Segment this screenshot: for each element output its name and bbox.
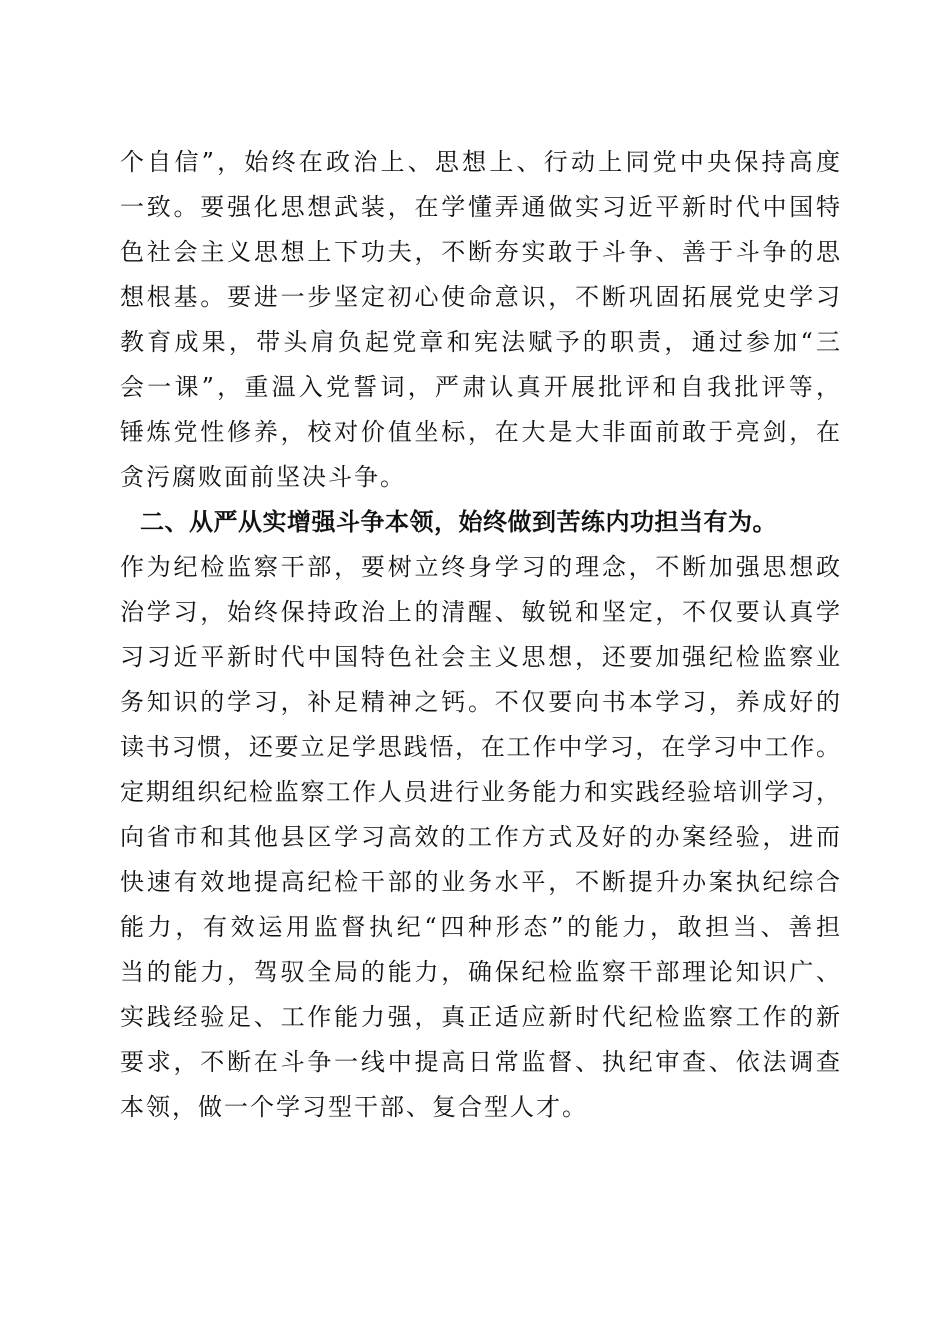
paragraph-line: 快速有效地提高纪检干部的业务水平，不断提升办案执纪综合 (120, 868, 840, 896)
paragraph-line: 个自信”，始终在政治上、思想上、行动上同党中央保持高度 (120, 148, 840, 176)
document-body (120, 140, 840, 1130)
paragraph-line: 习习近平新时代中国特色社会主义思想，还要加强纪检监察业 (120, 643, 840, 671)
paragraph-line: 向省市和其他县区学习高效的工作方式及好的办案经验，进而 (120, 823, 840, 851)
paragraph-line: 教育成果，带头肩负起党章和宪法赋予的职责，通过参加“三 (120, 328, 840, 356)
paragraph-1 (120, 140, 840, 500)
paragraph-line: 贪污腐败面前坚决斗争。 (120, 463, 406, 491)
paragraph-line: 想根基。要进一步坚定初心使命意识，不断巩固拓展党史学习 (120, 283, 840, 311)
paragraph-line: 治学习，始终保持政治上的清醒、敏锐和坚定，不仅要认真学 (120, 598, 840, 626)
section-heading-2: 二、从严从实增强斗争本领，始终做到苦练内功担当有为。 (140, 508, 777, 536)
paragraph-line: 定期组织纪检监察工作人员进行业务能力和实践经验培训学习， (120, 778, 840, 806)
paragraph-line: 色社会主义思想上下功夫，不断夯实敢于斗争、善于斗争的思 (120, 238, 840, 266)
paragraph-2 (120, 545, 840, 1130)
paragraph-line: 实践经验足、工作能力强，真正适应新时代纪检监察工作的新 (120, 1003, 840, 1031)
paragraph-line: 当的能力，驾驭全局的能力，确保纪检监察干部理论知识广、 (120, 958, 840, 986)
paragraph-line: 作为纪检监察干部，要树立终身学习的理念，不断加强思想政 (120, 553, 840, 581)
paragraph-line: 本领，做一个学习型干部、复合型人才。 (120, 1093, 588, 1121)
paragraph-line: 务知识的学习，补足精神之钙。不仅要向书本学习，养成好的 (120, 688, 840, 716)
paragraph-line: 要求，不断在斗争一线中提高日常监督、执纪审查、依法调查 (120, 1048, 840, 1076)
paragraph-line: 能力，有效运用监督执纪“四种形态”的能力，敢担当、善担 (120, 913, 840, 941)
paragraph-line: 一致。要强化思想武装，在学懂弄通做实习近平新时代中国特 (120, 193, 840, 221)
paragraph-line: 锤炼党性修养，校对价值坐标，在大是大非面前敢于亮剑，在 (120, 418, 840, 446)
paragraph-line: 会一课”，重温入党誓词，严肃认真开展批评和自我批评等， (120, 373, 840, 401)
paragraph-line: 读书习惯，还要立足学思践悟，在工作中学习，在学习中工作。 (120, 733, 840, 761)
